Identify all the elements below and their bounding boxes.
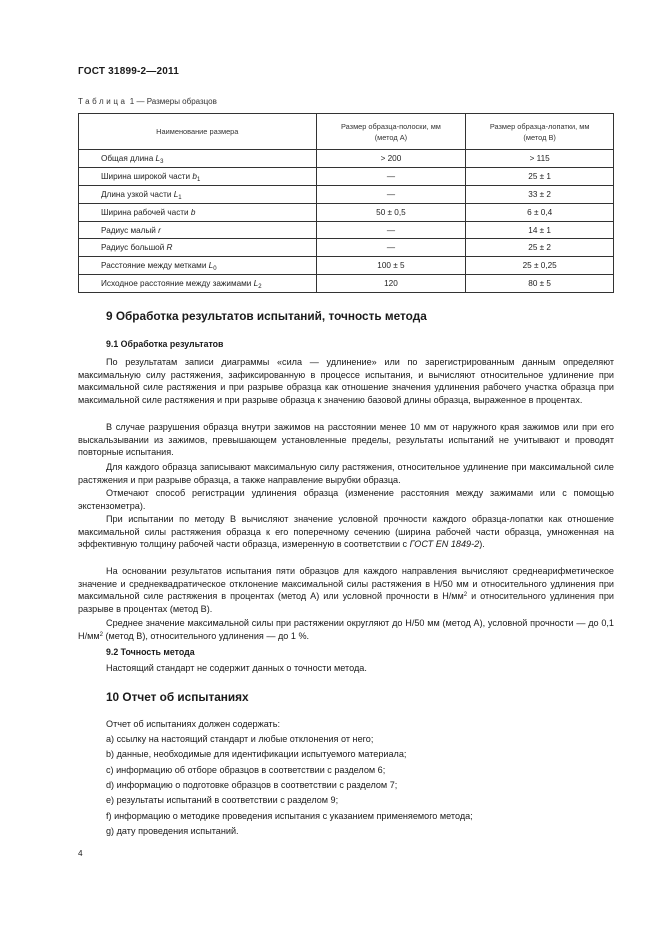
superscript-2: 2 [99,631,103,638]
header-dumbbell-line2: (метод В) [523,132,556,142]
table-row [79,239,614,257]
list-item: f) информацию о методике проведения испытания с указанием применяемого метода; [106,810,473,821]
strip-size-cell: > 200 [316,150,466,168]
list-item: a) ссылку на настоящий стандарт и любые отклонения от него; [106,734,374,744]
dimension-symbol-index: 2 [258,284,262,291]
table-row [79,257,614,275]
strip-size-cell: 120 [316,275,466,293]
table-caption-word: Таблица [78,97,128,106]
dimension-name-cell [79,185,317,203]
paragraph-9-1-5-end: ). [479,539,485,550]
dimension-name-cell [79,239,317,257]
header-dumbbell-size [466,114,614,150]
paragraph-9-1-7-a: Среднее значение максимальной силы при растяжении округляют до Н/50 мм (метод А), условной прочности — до 0,1 Н/мм [78,618,614,641]
dimensions-table [78,113,614,293]
list-item: e) результаты испытаний в соответствии с разделом 9; [106,795,339,806]
dumbbell-size-cell: 33 ± 2 [466,185,614,203]
paragraph-9-1-1: По результатам записи диаграммы «сила — удлинение» или по зарегистрированным данным определяют максимальную силу растяжения, зафиксированную в процессе испытания, и вычисляют относительное удлинение при максимальной силе растяжения и при разрыве образца как отношение значения удлинения рабочего участка образца при максимальной силе растяжения и при разрыве образца к значению базовой длины образца, выраженное в процентах. [78,357,614,405]
table-caption [78,97,217,106]
dimension-symbol: L [253,279,259,289]
table-caption-text: 1 — Размеры образцов [127,97,217,106]
dimension-symbol: R [166,243,173,253]
standard-reference: ГОСТ EN 1849-2 [409,539,480,550]
strip-size-cell: — [316,221,466,239]
strip-size-cell: — [316,185,466,203]
header-dimension-name: Наименование размера [79,114,317,150]
dumbbell-size-cell: 25 ± 2 [466,239,614,257]
dimension-symbol-index: 1 [178,194,182,201]
dimension-name: Ширина рабочей части [101,207,191,217]
paragraph-9-1-3: Для каждого образца записывают максимальную силу растяжения, относительное удлинение при максимальной силе растяжения и при разрыве образца, а также направление вырубки образца. [78,462,614,485]
strip-size-cell: 50 ± 0,5 [316,203,466,221]
paragraph-9-2: Настоящий стандарт не содержит данных о точности метода. [106,663,367,673]
dumbbell-size-cell: > 115 [466,150,614,168]
dimension-name-cell [79,275,317,293]
dumbbell-size-cell: 80 ± 5 [466,275,614,293]
superscript-2: 2 [463,592,468,599]
list-item: g) дату проведения испытаний. [106,825,239,836]
dimension-name: Радиус большой [101,243,167,253]
table-row [79,275,614,293]
dimension-name: Ширина широкой части [101,171,193,181]
strip-size-cell: — [316,239,466,257]
paragraph-9-1-6-a: На основании результатов испытания пяти образцов для каждого направления вычисляют среднеарифметическое значение и среднеквадратическое отклонение максимальной силы растяжения в Н/50 мм и относительного удлинения при максимальной силе растяжения в процентах (метод А) или условной прочности в Н/мм [78,566,614,602]
header-strip-line2: (метод А) [374,132,408,142]
dumbbell-size-cell: 14 ± 1 [466,221,614,239]
paragraph-9-1-5 [78,513,614,551]
paragraph-9-1-2: В случае разрушения образца внутри зажимов на расстоянии менее 10 мм от наружного края зажимов или при его выскальзывании из зажимов, превышающем установленные пределы, результаты испытаний не учитывают и проводят повторные испытания. [78,422,614,458]
strip-size-cell: 100 ± 5 [316,257,466,275]
report-intro: Отчет об испытаниях должен содержать: [106,719,280,729]
dimension-symbol: b [192,171,197,181]
list-item: d) информацию о подготовке образцов в соответствии с разделом 7; [106,779,398,790]
dimension-name: Общая длина [101,153,156,163]
table-row [79,203,614,221]
table-header-row [79,114,614,150]
strip-size-cell: — [316,167,466,185]
list-item: c) информацию об отборе образцов в соответствии с разделом 6; [106,764,386,775]
dimension-symbol: r [158,225,161,235]
dimension-symbol: L [208,261,214,271]
dumbbell-size-cell: 25 ± 0,25 [466,257,614,275]
table-row [79,167,614,185]
dimension-name: Длина узкой части [101,189,174,199]
header-strip-line1: Размер образца-полоски, мм [340,121,441,131]
subsection-9-1-heading: 9.1 Обработка результатов [106,339,224,349]
table-row [79,185,614,203]
paragraph-9-1-5-main: При испытании по методу В вычисляют значение условной прочности каждого образца-лопатки как отношение максимальной силы растяжения образца к его поперечному сечению (ширина рабочей части образца, умноженная на эффективную толщину рабочей части образца, измеренную в соответствии с [78,514,614,550]
dimension-name-cell [79,167,317,185]
table-row [79,221,614,239]
list-item: b) данные, необходимые для идентификации испытуемого материала; [106,749,407,760]
subsection-9-2-heading: 9.2 Точность метода [106,647,195,657]
header-strip-size [316,114,466,150]
dimension-symbol-index: 3 [160,158,164,165]
dimension-name: Исходное расстояние между зажимами [101,279,254,289]
dimension-symbol-index: 1 [196,176,201,183]
dimension-name: Радиус малый [101,225,159,235]
document-header: ГОСТ 31899-2—2011 [78,66,179,77]
dimension-name-cell [79,150,317,168]
dumbbell-size-cell: 25 ± 1 [466,167,614,185]
page-number: 4 [78,849,83,858]
section-9-heading: 9 Обработка результатов испытаний, точность метода [106,309,427,323]
dimension-symbol: L [173,189,179,199]
dimension-symbol-index: 0 [213,266,217,273]
dimension-name-cell [79,203,317,221]
paragraph-9-1-6-b: и относительного удлинения при разрыве в процентах (метод В). [78,591,614,614]
section-10-heading: 10 Отчет об испытаниях [106,690,249,704]
table-row [79,150,614,168]
dimension-name-cell [79,221,317,239]
dumbbell-size-cell: 6 ± 0,4 [466,203,614,221]
header-dumbbell-line1: Размер образца-лопатки, мм [489,121,590,131]
dimension-name-cell [79,257,317,275]
paragraph-9-1-4: Отмечают способ регистрации удлинения образца (изменение расстояния между зажимами или с помощью экстензометра). [78,488,614,511]
paragraph-9-1-6 [78,565,614,615]
dimension-name: Расстояние между метками [101,261,209,271]
dimension-symbol: b [190,207,196,217]
table-body [79,150,614,293]
dimension-symbol: L [155,153,161,163]
paragraph-9-1-7-b: (метод В), относительного удлинения — до 1 %. [102,630,310,641]
paragraph-9-1-7 [78,617,614,642]
